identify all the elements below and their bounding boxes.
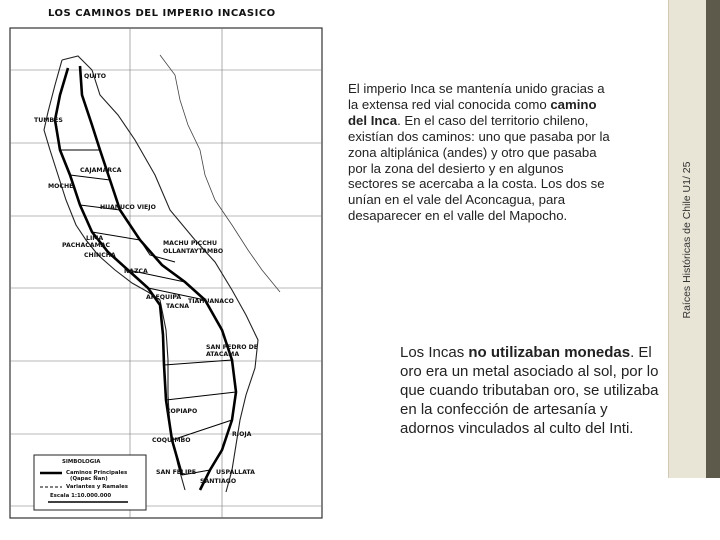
paragraph-2-text-end: . El oro era un metal asociado al sol, por lo que cuando tributaban oro, se utilizaba en la confección de artesanía y adornos vinculados al culto del Inti. bbox=[400, 344, 659, 438]
label-chincha: CHINCHA bbox=[84, 252, 116, 259]
label-machu-picchu: MACHU PICCHU bbox=[163, 240, 217, 247]
label-uspallata: USPALLATA bbox=[216, 469, 255, 476]
paragraph-2-emphasis: no utilizaban monedas bbox=[468, 344, 631, 361]
legend-main-roads-sub: (Qapac Ñan) bbox=[70, 476, 108, 482]
label-quito: QUITO bbox=[84, 73, 107, 80]
map-legend bbox=[34, 455, 146, 510]
label-lima: LIMA bbox=[86, 235, 104, 242]
label-ollantaytambo: OLLANTAYTAMBO bbox=[163, 248, 224, 255]
paragraph-inca-gold bbox=[400, 343, 665, 438]
label-tiahuanaco: TIAHUANACO bbox=[188, 298, 234, 305]
paragraph-1-emphasis: camino del Inca bbox=[348, 96, 597, 128]
label-cajamarca: CAJAMARCA bbox=[80, 167, 122, 174]
label-huanuco: HUANUCO VIEJO bbox=[100, 204, 156, 211]
label-rioja: RIOJA bbox=[232, 431, 252, 438]
label-nazca: NAZCA bbox=[124, 268, 148, 275]
legend-main-roads: Caminos Principales bbox=[66, 470, 128, 476]
paragraph-2-text: Los Incas bbox=[400, 344, 469, 361]
legend-title: SIMBOLOGIA bbox=[62, 459, 101, 465]
label-san-pedro: SAN PEDRO DE bbox=[206, 344, 259, 351]
inca-roads-map bbox=[0, 0, 340, 540]
paragraph-1-text-end: . En el caso del territorio chileno, existían dos caminos: uno que pasaba por la zona altiplánica (andes) y otro que pasaba por la zona del desierto y en algunos sectores se acercaba a la costa. Los dos se unían en el vale del Aconcagua, para desaparecer en el valle del Mapocho. bbox=[348, 112, 610, 224]
label-moche: MOCHE bbox=[48, 183, 74, 190]
label-arequipa: AREQUIPA bbox=[146, 294, 182, 301]
legend-scale: Escala 1:10.000.000 bbox=[50, 493, 112, 499]
map-title: LOS CAMINOS DEL IMPERIO INCASICO bbox=[48, 8, 276, 19]
legend-branches: Variantes y Ramales bbox=[66, 484, 128, 490]
decorative-strip bbox=[706, 0, 720, 478]
paragraph-1-text: El imperio Inca se mantenía unido gracias a la extensa red vial conocida como bbox=[348, 81, 605, 112]
label-tacna: TACNA bbox=[166, 303, 190, 310]
label-coquimbo: COQUIMBO bbox=[152, 437, 191, 444]
label-pachacamac: PACHACAMAC bbox=[62, 242, 111, 249]
paragraph-inca-roads bbox=[348, 81, 610, 224]
label-san-felipe: SAN FELIPE bbox=[156, 469, 197, 476]
label-copiapo: COPIAPO bbox=[166, 408, 198, 415]
label-tumbes: TUMBES bbox=[34, 117, 63, 124]
slide-caption: Raíces Históricas de Chile U1/ 25 bbox=[681, 161, 693, 319]
label-atacama: ATACAMA bbox=[206, 351, 240, 358]
label-santiago: SANTIAGO bbox=[200, 478, 237, 485]
